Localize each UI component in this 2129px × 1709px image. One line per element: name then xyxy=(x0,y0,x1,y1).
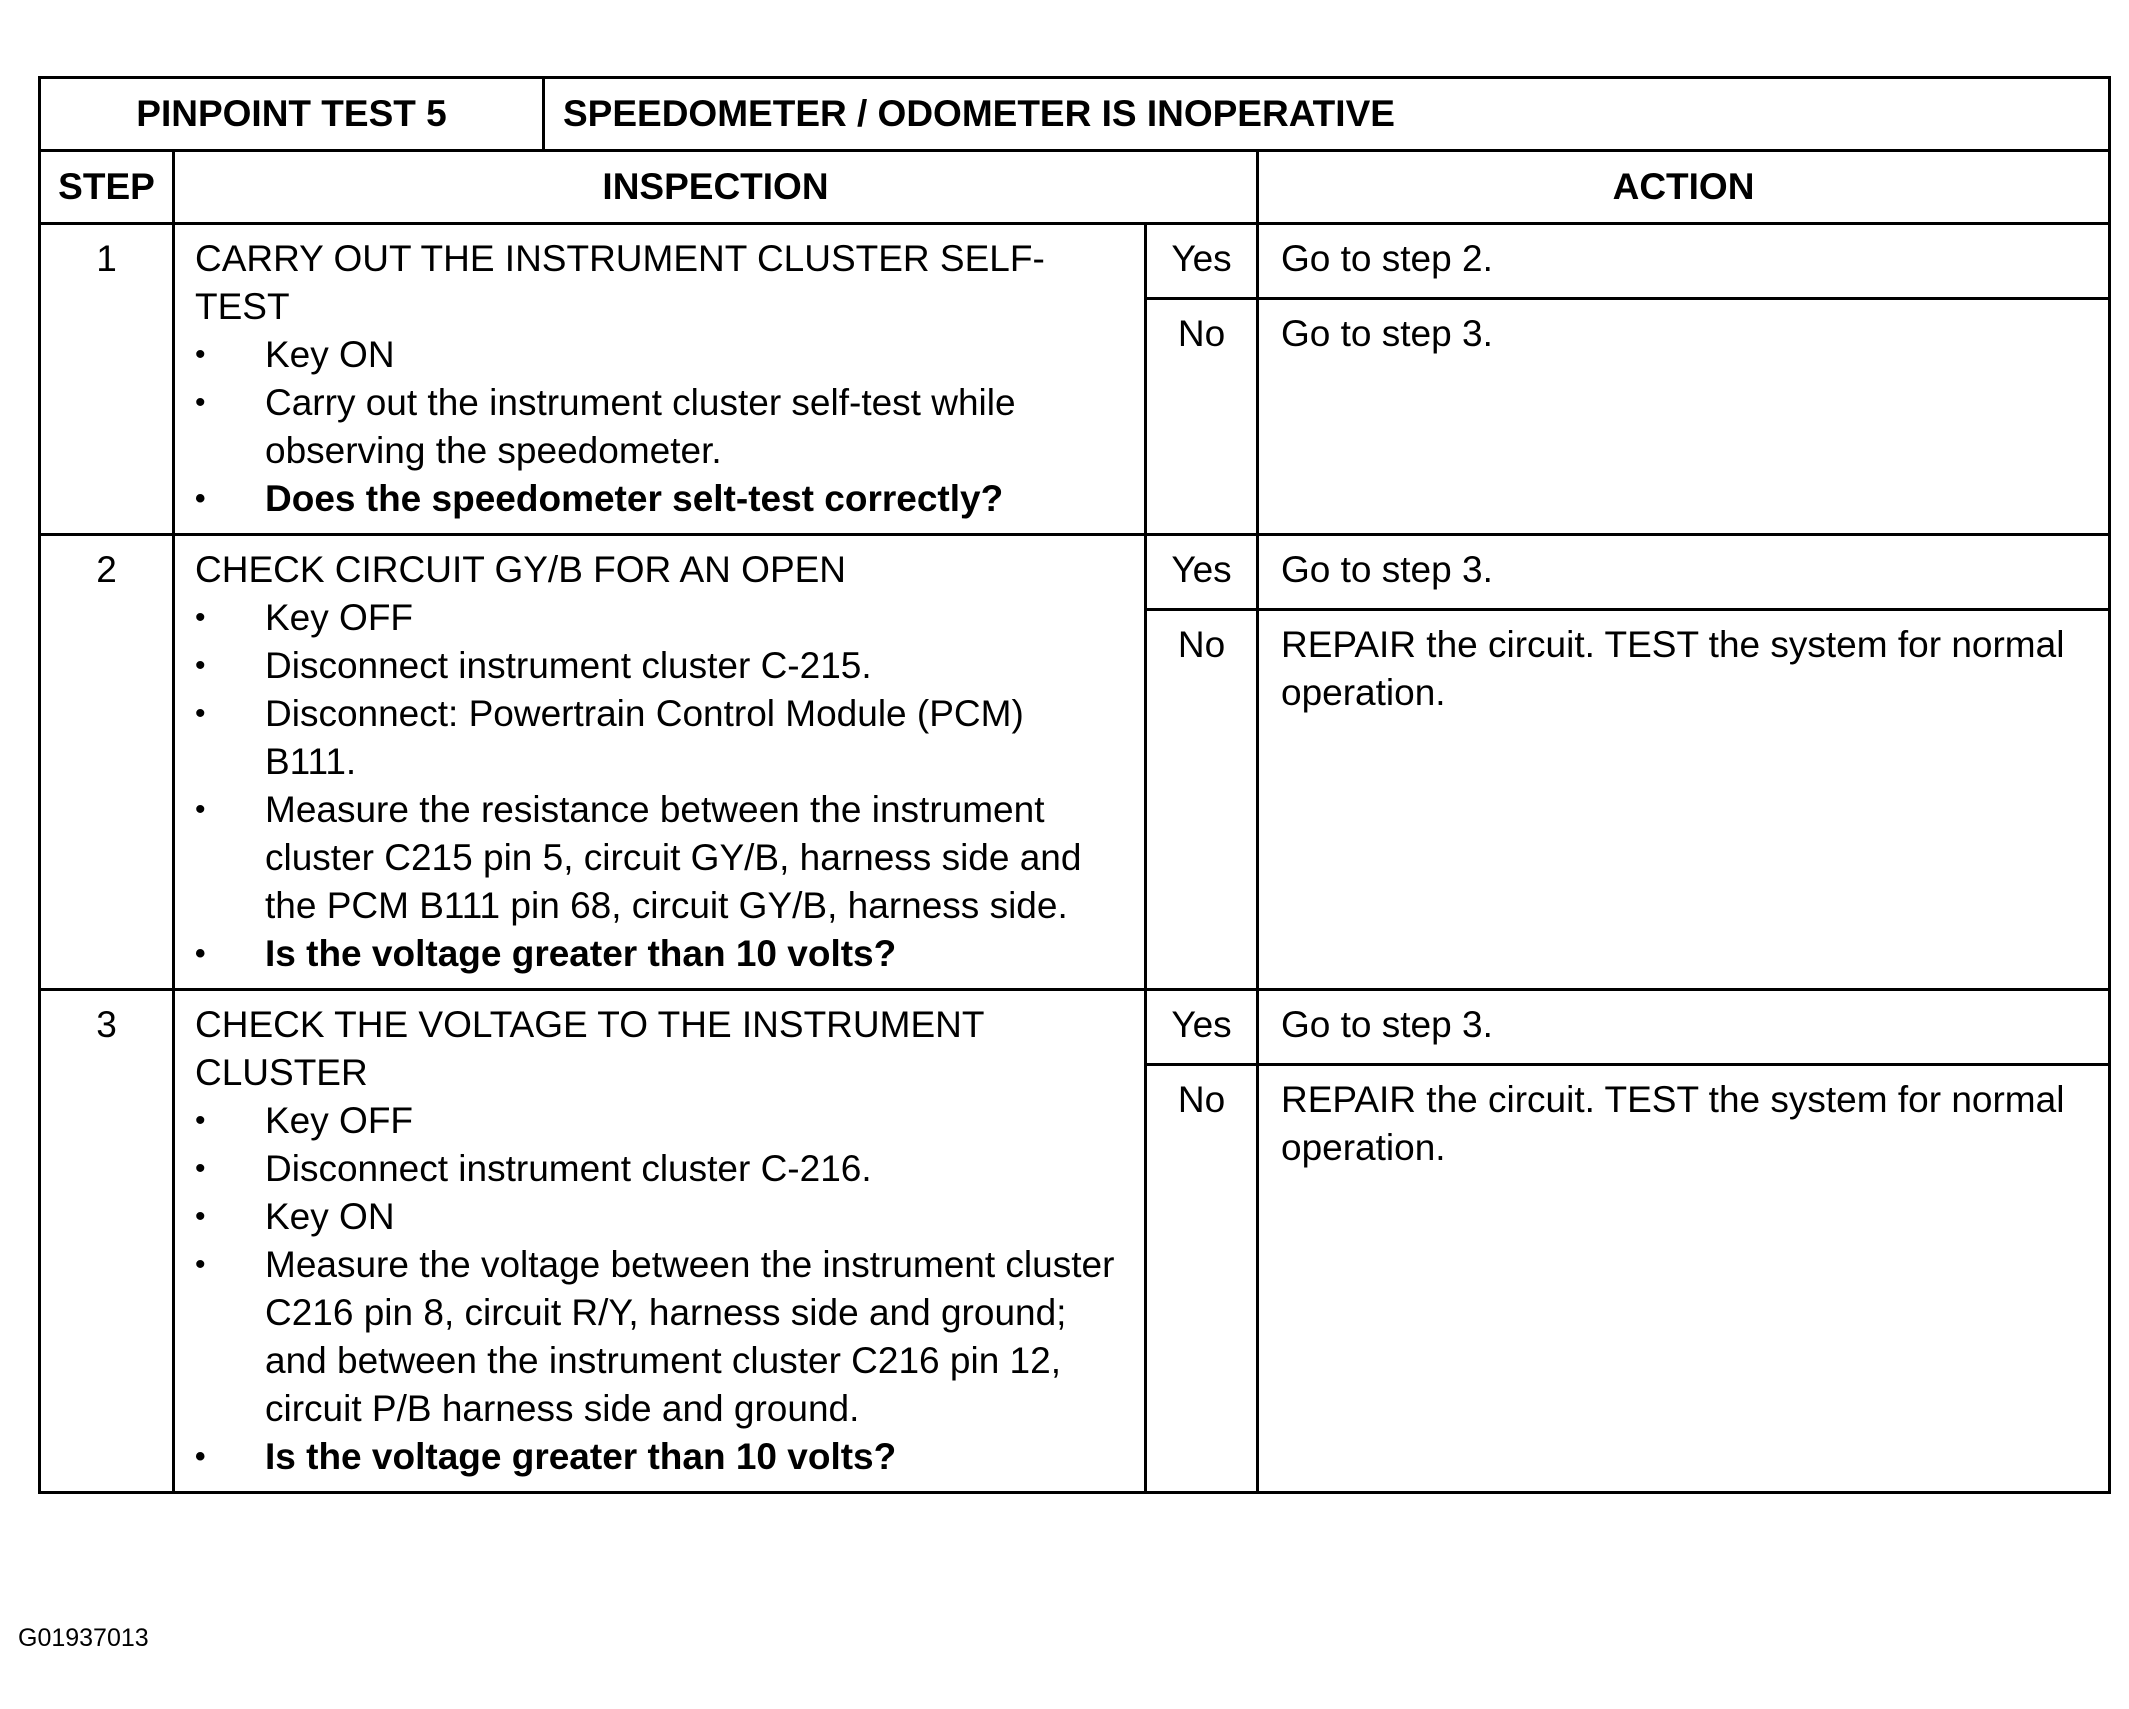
test-label: PINPOINT TEST 5 xyxy=(40,78,544,151)
step-title: CHECK THE VOLTAGE TO THE INSTRUMENT CLUSTER xyxy=(195,1004,984,1093)
test-title: SPEEDOMETER / ODOMETER IS INOPERATIVE xyxy=(544,78,2110,151)
step-3-yes-row xyxy=(40,990,2110,1065)
step-bullet-list xyxy=(195,1097,1124,1481)
step-3-inspection xyxy=(174,990,1146,1493)
step-bullet: • Key OFF xyxy=(195,1097,1124,1145)
column-header-inspection: INSPECTION xyxy=(174,151,1258,224)
step-bullet: • Measure the voltage between the instrument cluster C216 pin 8, circuit R/Y, harness side and ground; and between the instrument cluster C216 pin 12, circuit P/B harness side and ground. xyxy=(195,1241,1124,1433)
step-bullet: • Key OFF xyxy=(195,594,1124,642)
yes-action: Go to step 3. xyxy=(1258,990,2110,1065)
step-number: 2 xyxy=(40,535,174,990)
step-bullet: • Disconnect instrument cluster C-215. xyxy=(195,642,1124,690)
step-question: • Is the voltage greater than 10 volts? xyxy=(195,1433,1124,1481)
step-title: CARRY OUT THE INSTRUMENT CLUSTER SELF-TEST xyxy=(195,238,1045,327)
yes-label: Yes xyxy=(1146,224,1258,299)
step-bullet-list xyxy=(195,594,1124,978)
no-label: No xyxy=(1146,299,1258,535)
yes-action: Go to step 3. xyxy=(1258,535,2110,610)
step-number: 3 xyxy=(40,990,174,1493)
step-bullet: • Measure the resistance between the instrument cluster C215 pin 5, circuit GY/B, harness side and the PCM B111 pin 68, circuit GY/B, harness side. xyxy=(195,786,1124,930)
step-2-inspection xyxy=(174,535,1146,990)
test-header-row xyxy=(40,78,2110,151)
step-title: CHECK CIRCUIT GY/B FOR AN OPEN xyxy=(195,549,847,590)
step-1-inspection xyxy=(174,224,1146,535)
step-bullet: • Disconnect: Powertrain Control Module (PCM) B111. xyxy=(195,690,1124,786)
no-label: No xyxy=(1146,610,1258,990)
no-label: No xyxy=(1146,1065,1258,1493)
pinpoint-test-table-frame xyxy=(38,76,2108,1494)
step-1-yes-row xyxy=(40,224,2110,299)
step-bullet: • Disconnect instrument cluster C-216. xyxy=(195,1145,1124,1193)
no-action: REPAIR the circuit. TEST the system for normal operation. xyxy=(1258,1065,2110,1493)
step-number: 1 xyxy=(40,224,174,535)
figure-id: G01937013 xyxy=(18,1624,149,1652)
yes-label: Yes xyxy=(1146,535,1258,610)
yes-label: Yes xyxy=(1146,990,1258,1065)
step-bullet: • Key ON xyxy=(195,1193,1124,1241)
step-question: • Does the speedometer selt-test correctly? xyxy=(195,475,1124,523)
column-header-action: ACTION xyxy=(1258,151,2110,224)
column-header-step: STEP xyxy=(40,151,174,224)
step-bullet: • Key ON xyxy=(195,331,1124,379)
no-action: Go to step 3. xyxy=(1258,299,2110,535)
step-2-yes-row xyxy=(40,535,2110,610)
step-bullet: • Carry out the instrument cluster self-test while observing the speedometer. xyxy=(195,379,1124,475)
step-bullet-list xyxy=(195,331,1124,523)
pinpoint-test-table xyxy=(38,76,2111,1494)
yes-action: Go to step 2. xyxy=(1258,224,2110,299)
step-question: • Is the voltage greater than 10 volts? xyxy=(195,930,1124,978)
column-header-row xyxy=(40,151,2110,224)
no-action: REPAIR the circuit. TEST the system for normal operation. xyxy=(1258,610,2110,990)
